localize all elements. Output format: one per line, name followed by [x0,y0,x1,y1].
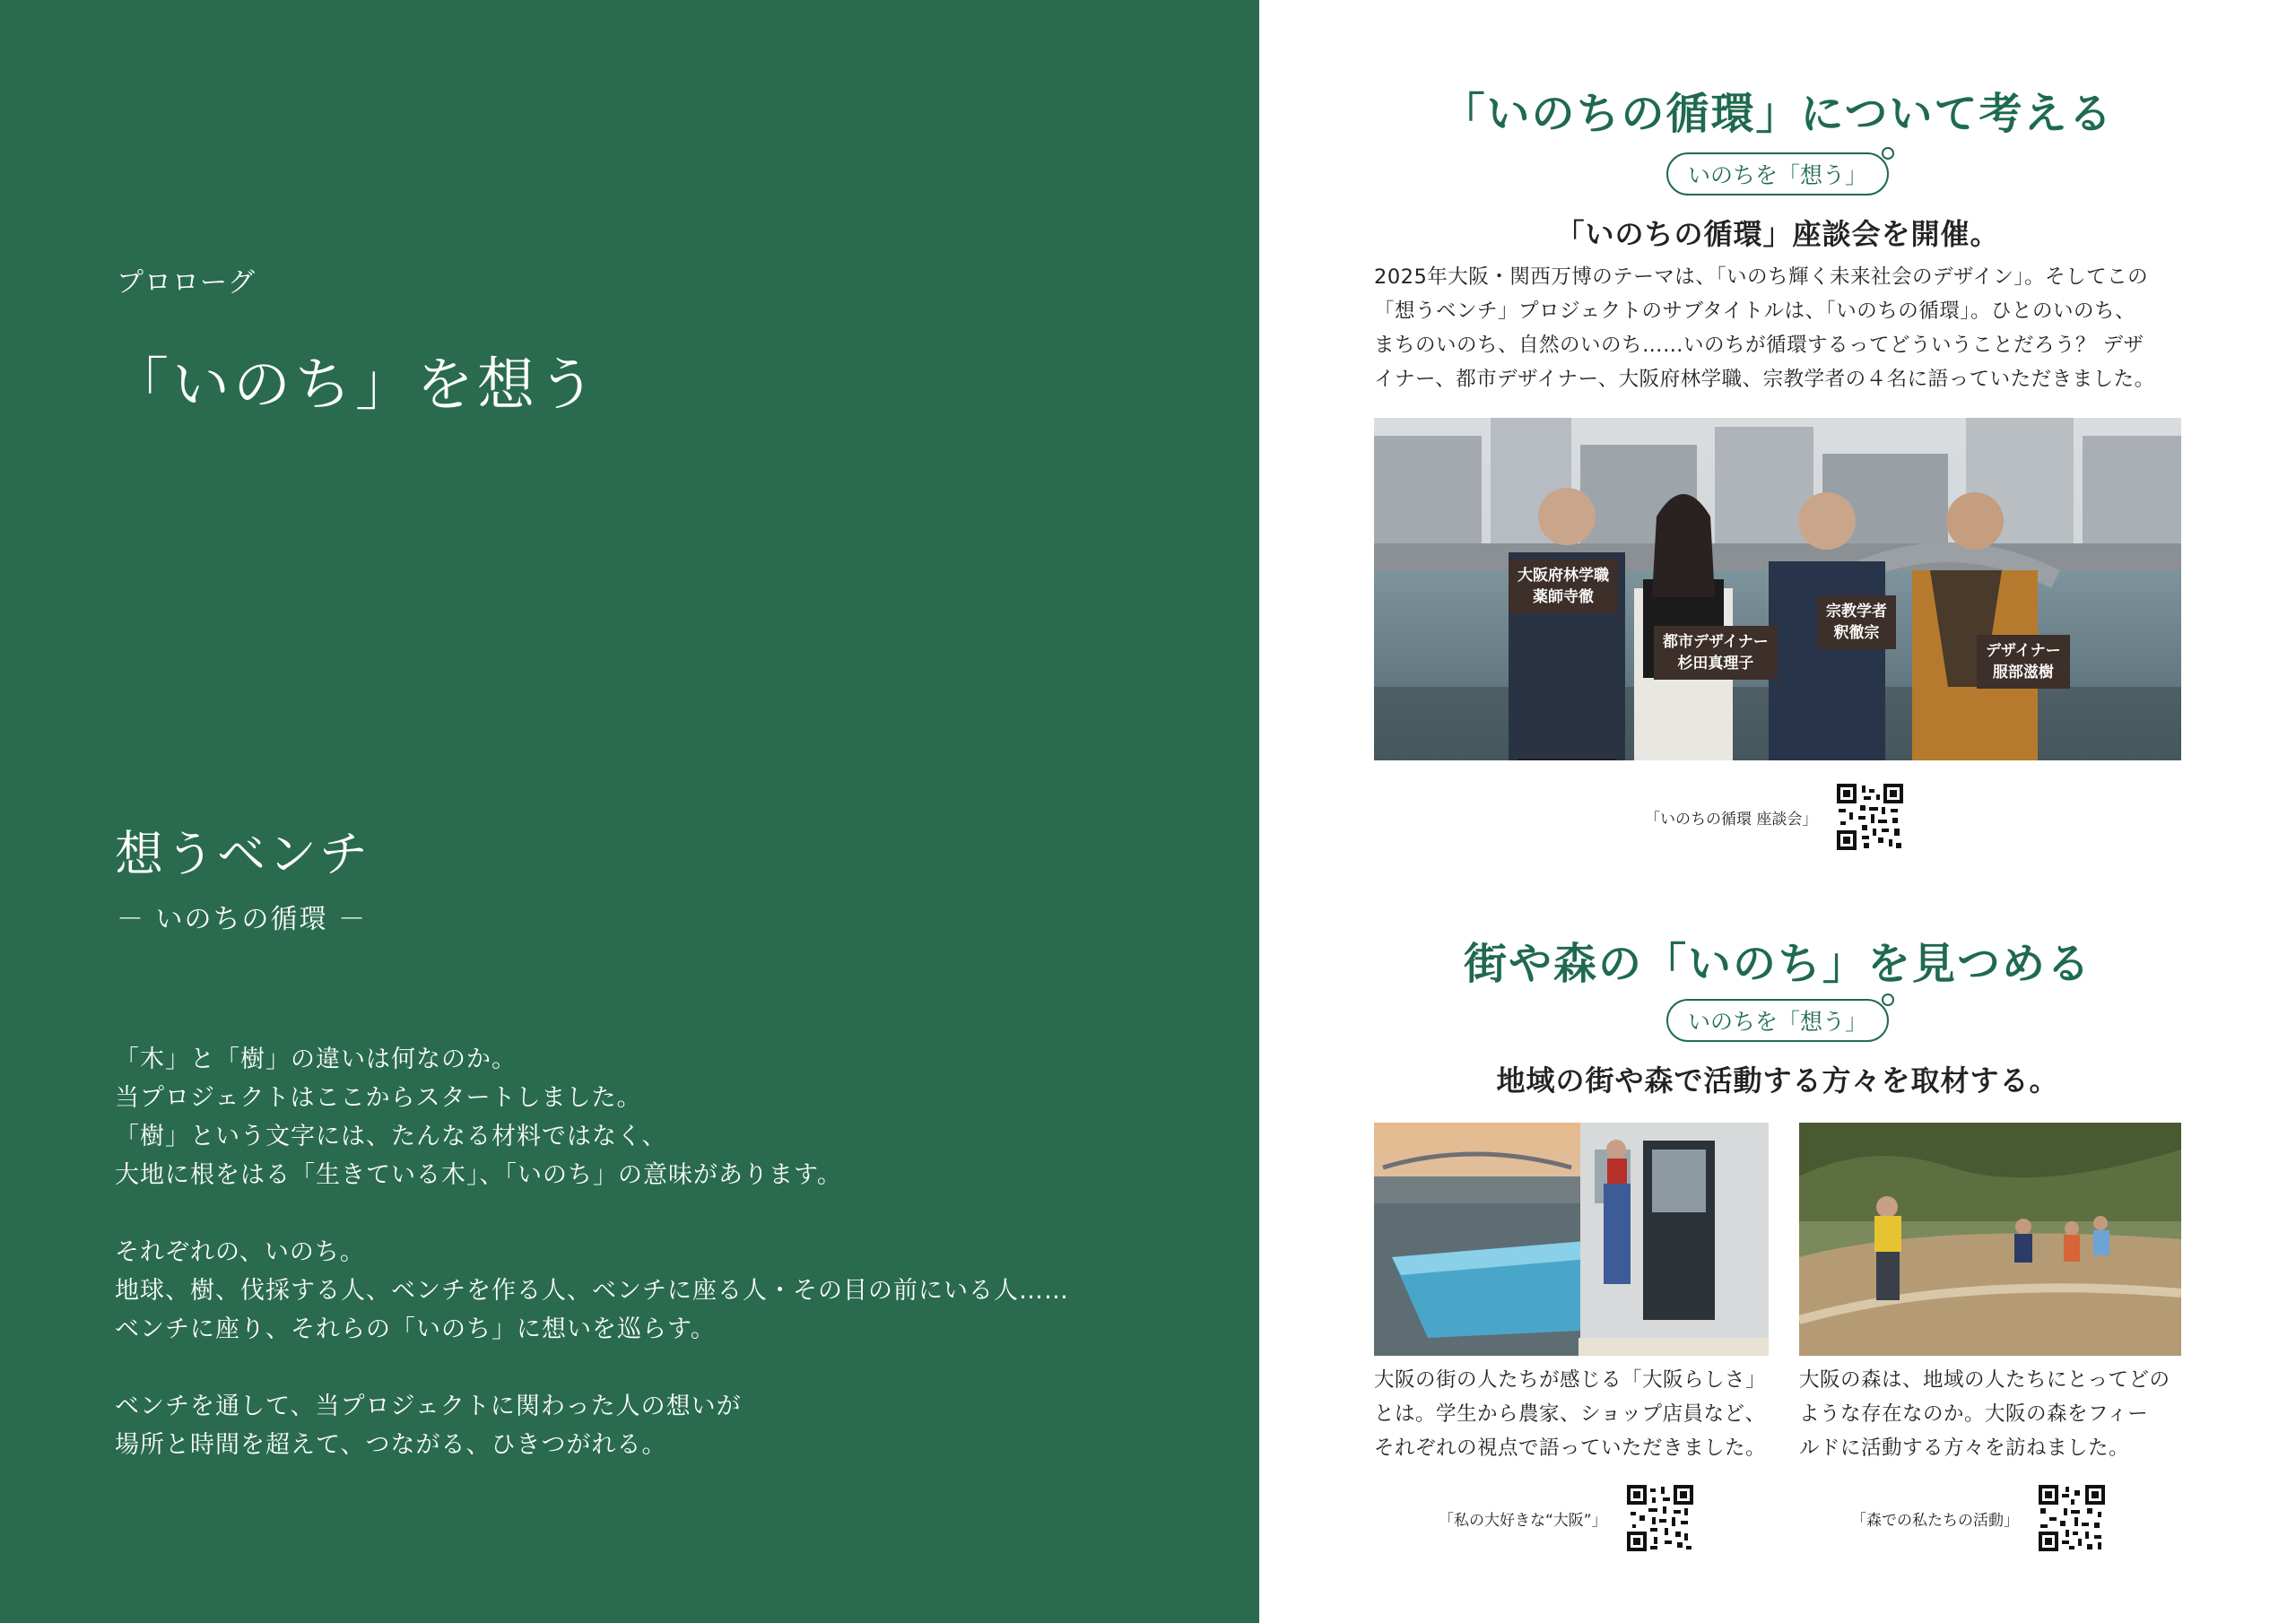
section1-title: 「いのちの循環」について考える [1441,89,2114,139]
section2-pill-wrap [1259,999,2296,1042]
forest-description [1799,1363,2170,1465]
section1-qr-row [1645,784,1903,850]
section2-title: 街や森の「いのち」を見つめる [1463,939,2092,989]
text-line: ような存在なのか。大阪の森をフィー [1799,1402,2149,1426]
forest-qr-row [1851,1485,2105,1551]
person-label [1977,635,2070,689]
paragraph [115,1040,1069,1194]
text-line: ベンチを通して、当プロジェクトに関わった人の想いが [115,1393,742,1420]
city-qr-row [1439,1485,1693,1551]
forest-photo [1799,1123,2181,1356]
text-line: とは。学生から農家、ショップ店員など、 [1374,1402,1766,1426]
prologue-label: プロローグ [117,267,256,299]
qr-label: 「いのちの循環 座談会」 [1645,810,1818,829]
person-role: 宗教学者 [1826,603,1887,621]
boat-photo-illustration [1374,1123,1769,1356]
roundtable-photo [1374,418,2181,760]
qr-label: 「森での私たちの活動」 [1851,1511,2019,1530]
text-line: それぞれの、いのち。 [115,1238,365,1266]
text-line: 場所と時間を超えて、つながる、ひきつがれる。 [115,1431,667,1459]
person-label [1509,560,1618,613]
person-role: 大阪府林学職 [1518,567,1609,585]
text-line: 「樹」という文字には、たんなる材料ではなく、 [115,1123,667,1150]
person-name: 服部滋樹 [1992,664,2054,681]
person-name: 杉田真理子 [1677,655,1754,673]
forest-photo-illustration [1799,1123,2181,1356]
right-panel [1259,0,2296,1623]
section2-subhead: 地域の街や森で活動する方々を取材する。 [1496,1063,2059,1098]
text-line: 2025年大阪・関西万博のテーマは、「いのち輝く未来社会のデザイン」。そしてこの [1374,265,2149,289]
bench-title: 想うベンチ [115,826,370,882]
text-line: 大阪の街の人たちが感じる「大阪らしさ」 [1374,1368,1767,1392]
text-line: 「想うベンチ」プロジェクトのサブタイトルは、「いのちの循環」。ひとのいのち、 [1374,299,2136,323]
text-line: イナー、都市デザイナー、大阪府林学職、宗教学者の４名に語っていただきました。 [1374,368,2155,391]
person-name: 薬師寺徹 [1533,588,1594,606]
person-label [1817,595,1896,649]
page-title: 「いのち」を想う [111,352,599,419]
city-description [1374,1363,1766,1465]
qr-code-icon[interactable] [1627,1485,1693,1551]
text-line: 「木」と「樹」の違いは何なのか。 [115,1046,517,1073]
text-line: 大地に根をはる「生きている木」、「いのち」の意味があります。 [115,1161,842,1189]
person-name: 釈徹宗 [1833,624,1880,642]
boat-photo [1374,1123,1769,1356]
paragraph [115,1387,1069,1464]
section1-pill-wrap [1259,152,2296,195]
text-line: ベンチに座り、それらの「いのち」に想いを巡らす。 [115,1315,716,1343]
qr-code-icon[interactable] [2039,1485,2105,1551]
person-label [1654,626,1778,680]
paragraph [115,1233,1069,1349]
section2-pill: いのちを「想う」 [1666,999,1889,1042]
bench-subtitle: － いのちの循環 － [117,904,368,935]
text-line: 当プロジェクトはここからスタートしました。 [115,1084,642,1112]
prologue-body [115,1040,1069,1503]
text-line: 大阪の森は、地域の人たちにとってどの [1799,1368,2170,1392]
section1-subhead: 「いのちの循環」座談会を開催。 [1555,217,2000,251]
text-line: ルドに活動する方々を訪ねました。 [1799,1436,2130,1460]
text-line: まちのいのち、自然のいのち……いのちが循環するってどういうことだろう？ デザ [1374,334,2144,357]
person-role: 都市デザイナー [1663,633,1769,651]
qr-code-icon[interactable] [1837,784,1903,850]
section1-description [1374,260,2155,396]
section1-pill: いのちを「想う」 [1666,152,1889,195]
text-line: 地球、樹、伐採する人、ベンチを作る人、ベンチに座る人・その目の前にいる人…… [115,1277,1069,1305]
text-line: それぞれの視点で語っていただきました。 [1374,1436,1767,1460]
roundtable-photo-illustration [1374,418,2181,760]
person-role: デザイナー [1986,642,2061,660]
qr-label: 「私の大好きな“大阪”」 [1439,1511,1607,1530]
